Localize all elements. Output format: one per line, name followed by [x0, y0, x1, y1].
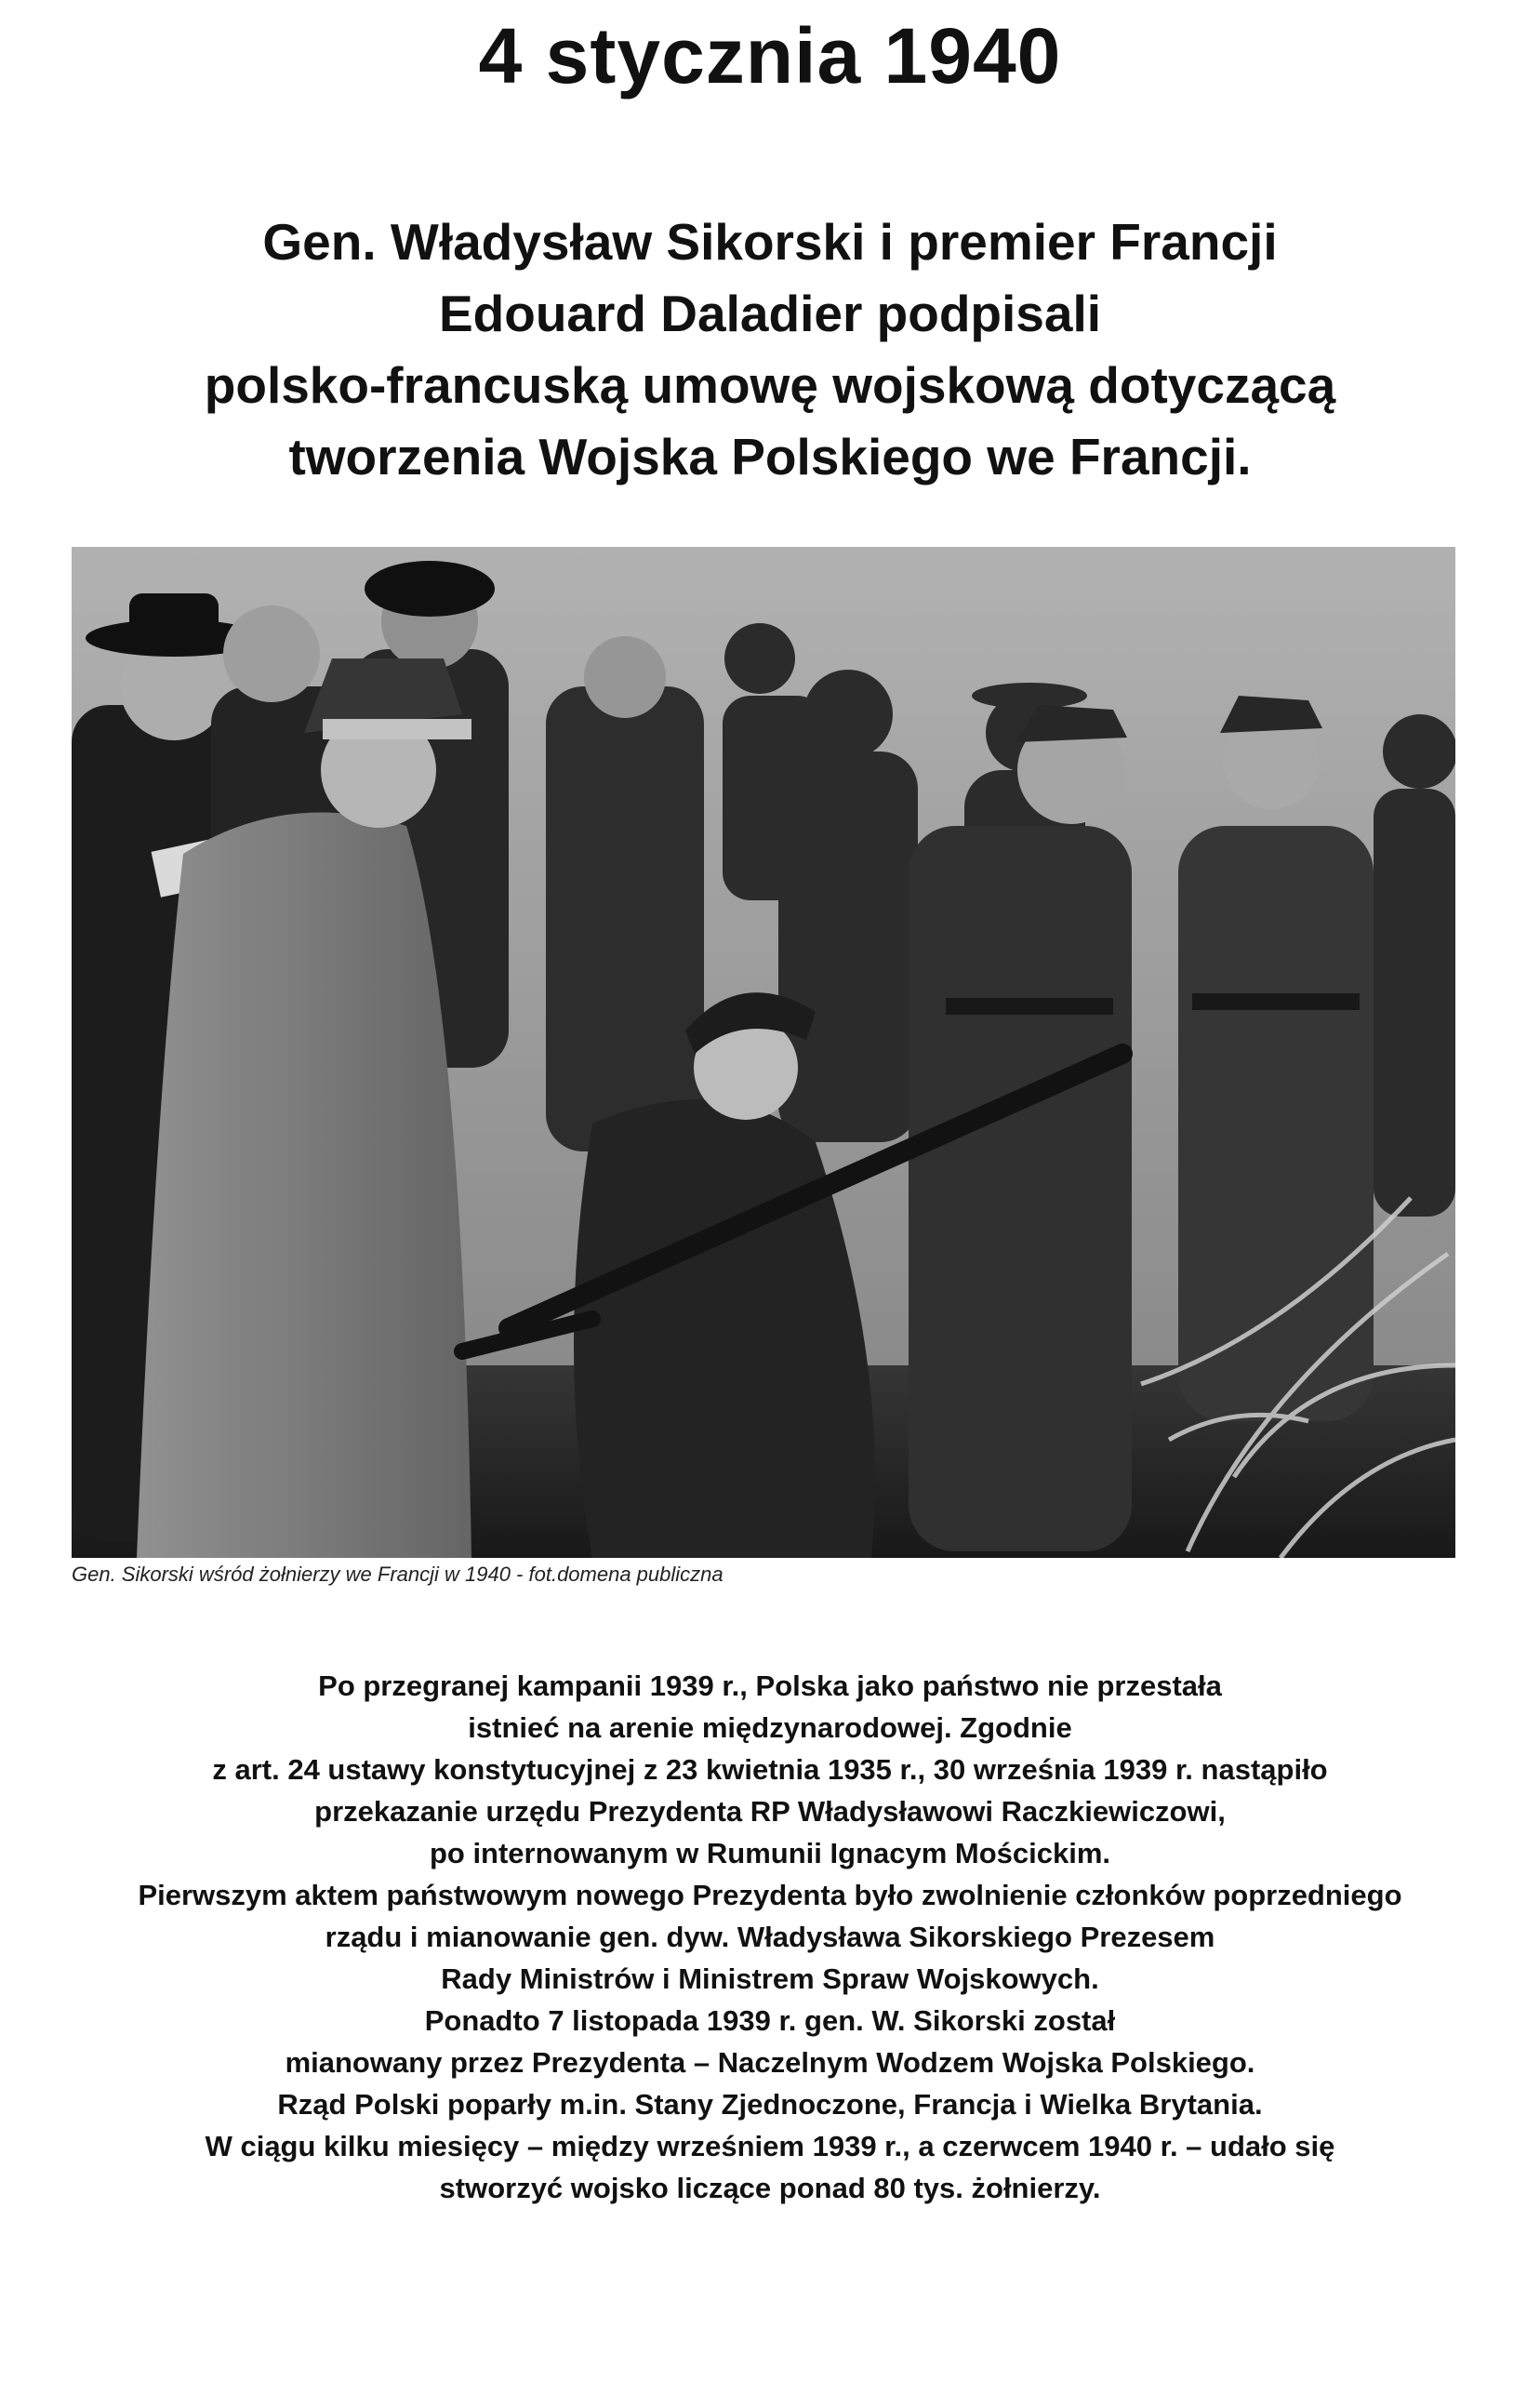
photo-illustration	[72, 547, 1455, 1558]
body-text	[0, 1665, 1540, 2209]
body-line: istnieć na arenie międzynarodowej. Zgodnie	[468, 1711, 1072, 1744]
historical-photo	[72, 547, 1455, 1558]
body-line: Pierwszym aktem państwowym nowego Prezydenta było zwolnienie członków poprzedniego	[138, 1879, 1402, 1911]
body-line: Rady Ministrów i Ministrem Spraw Wojskowych.	[441, 1962, 1099, 1995]
body-line: po internowanym w Rumunii Ignacym Mościckim.	[429, 1837, 1111, 1869]
headline-line: Edouard Daladier podpisali	[438, 285, 1102, 342]
headline	[0, 206, 1540, 493]
body-line: przekazanie urzędu Prezydenta RP Władysławowi Raczkiewiczowi,	[314, 1795, 1226, 1828]
page-title: 4 stycznia 1940	[478, 12, 1062, 100]
headline-line: polsko-francuską umowę wojskową dotyczącą	[204, 356, 1336, 414]
body-line: Rząd Polski poparły m.in. Stany Zjednoczone, Francja i Wielka Brytania.	[277, 2088, 1263, 2121]
headline-line: tworzenia Wojska Polskiego we Francji.	[288, 428, 1252, 486]
body-line: W ciągu kilku miesięcy – między wrześniem 1939 r., a czerwcem 1940 r. – udało się	[205, 2130, 1335, 2162]
photo-caption: Gen. Sikorski wśród żołnierzy we Francji w 1940 - fot.domena publiczna	[72, 1563, 724, 1586]
body-line: stworzyć wojsko liczące ponad 80 tys. żołnierzy.	[439, 2172, 1101, 2204]
body-line: Po przegranej kampanii 1939 r., Polska jako państwo nie przestała	[318, 1669, 1222, 1702]
headline-line: Gen. Władysław Sikorski i premier Francji	[262, 213, 1278, 271]
body-line: mianowany przez Prezydenta – Naczelnym Wodzem Wojska Polskiego.	[285, 2046, 1255, 2079]
body-line: rządu i mianowanie gen. dyw. Władysława Sikorskiego Prezesem	[325, 1921, 1215, 1953]
body-line: Ponadto 7 listopada 1939 r. gen. W. Sikorski został	[424, 2004, 1116, 2037]
body-line: z art. 24 ustawy konstytucyjnej z 23 kwietnia 1935 r., 30 września 1939 r. nastąpiło	[212, 1753, 1328, 1786]
